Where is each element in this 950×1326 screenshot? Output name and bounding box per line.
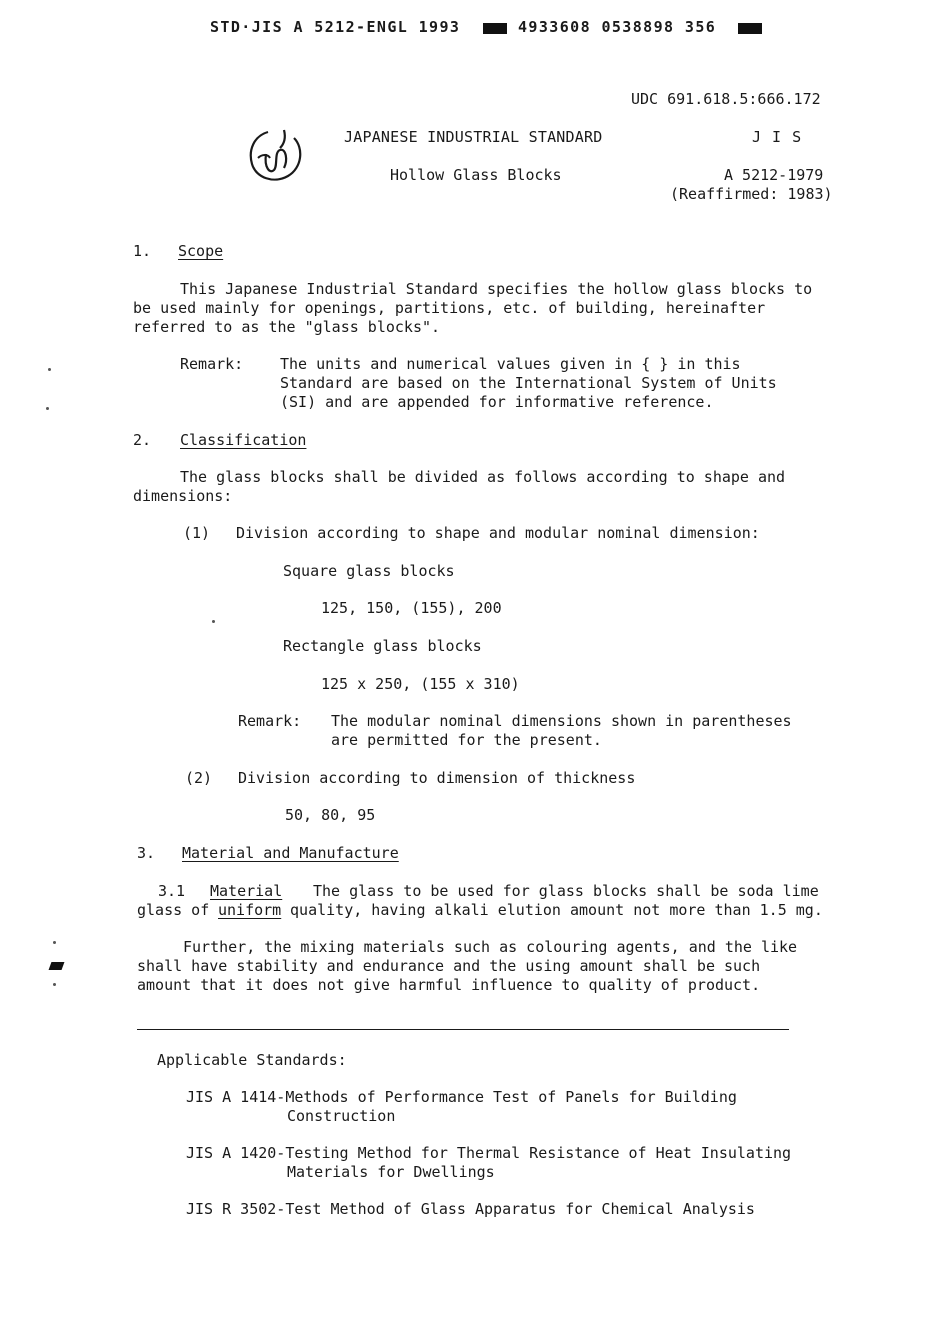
- applicable-standard-item: JIS A 1414-Methods of Performance Test of Panels for Building: [186, 1088, 737, 1106]
- applicable-standard-item-cont: Materials for Dwellings: [287, 1163, 495, 1181]
- jis-logo-icon: [244, 124, 308, 188]
- section-3-paragraph-line: Further, the mixing materials such as colouring agents, and the like: [183, 938, 798, 956]
- scan-speck: [48, 368, 51, 371]
- subsection-3-1-line-start: glass of: [137, 901, 219, 919]
- scan-speck: [53, 941, 56, 944]
- section-1-line: be used mainly for openings, partitions, etc. of building, hereinafter: [133, 299, 766, 317]
- section-1-line: referred to as the "glass blocks".: [133, 318, 441, 336]
- division-1-text: Division according to shape and modular nominal dimension:: [236, 524, 760, 542]
- rectangle-blocks-values: 125 x 250, (155 x 310): [321, 675, 520, 693]
- scan-speck: [212, 620, 215, 623]
- section-1-line: This Japanese Industrial Standard specifies the hollow glass blocks to: [180, 280, 813, 298]
- applicable-standards-heading: Applicable Standards:: [157, 1051, 347, 1069]
- section-2-line: dimensions:: [133, 487, 233, 505]
- section-1-remark-line: The units and numerical values given in { } in this: [280, 355, 741, 373]
- scan-speck: [46, 407, 49, 410]
- square-blocks-label: Square glass blocks: [283, 562, 455, 580]
- applicable-standard-item: JIS R 3502-Test Method of Glass Apparatus for Chemical Analysis: [186, 1200, 755, 1218]
- jis-mark: J I S: [752, 128, 803, 146]
- subsection-3-1-number: 3.1: [158, 882, 186, 900]
- section-2-remark-line: are permitted for the present.: [331, 731, 602, 749]
- header-barcode: 4933608 0538898 356: [518, 18, 717, 36]
- scan-speck: [53, 983, 56, 986]
- section-1-title: Scope: [178, 242, 224, 260]
- section-3-number: 3.: [137, 844, 156, 862]
- thickness-values: 50, 80, 95: [285, 806, 376, 824]
- section-1-number: 1.: [133, 242, 152, 260]
- section-2-remark-label: Remark:: [238, 712, 302, 730]
- applicable-standard-item: JIS A 1420-Testing Method for Thermal Resistance of Heat Insulating: [186, 1144, 792, 1162]
- division-1-number: (1): [183, 524, 211, 542]
- section-3-paragraph-line: shall have stability and endurance and the using amount shall be such: [137, 957, 761, 975]
- subsection-3-1-line-end: quality, having alkali elution amount not more than 1.5 mg.: [281, 901, 823, 919]
- division-2-number: (2): [185, 769, 213, 787]
- doc-number: A 5212-1979: [724, 166, 824, 184]
- doc-title: Hollow Glass Blocks: [390, 166, 562, 184]
- header-code: STD·JIS A 5212-ENGL 1993: [210, 18, 461, 36]
- section-3-paragraph-line: amount that it does not give harmful influence to quality of product.: [137, 976, 761, 994]
- standard-label: JAPANESE INDUSTRIAL STANDARD: [344, 128, 603, 146]
- reaffirmed-note: (Reaffirmed: 1983): [670, 185, 833, 203]
- section-2-title: Classification: [180, 431, 307, 449]
- udc-code: UDC 691.618.5:666.172: [631, 90, 821, 108]
- subsection-3-1-title: Material: [210, 882, 283, 900]
- subsection-3-1-uniform: uniform: [218, 901, 282, 919]
- section-1-remark-label: Remark:: [180, 355, 244, 373]
- header-block-mark: [483, 23, 507, 34]
- section-3-title: Material and Manufacture: [182, 844, 399, 862]
- header-block-mark: [738, 23, 762, 34]
- section-2-number: 2.: [133, 431, 152, 449]
- section-1-remark-line: Standard are based on the International System of Units: [280, 374, 777, 392]
- footnote-divider: [137, 1029, 789, 1030]
- rectangle-blocks-label: Rectangle glass blocks: [283, 637, 482, 655]
- square-blocks-values: 125, 150, (155), 200: [321, 599, 502, 617]
- section-1-remark-line: (SI) and are appended for informative reference.: [280, 393, 714, 411]
- scan-mark: [49, 962, 65, 970]
- section-2-line: The glass blocks shall be divided as follows according to shape and: [180, 468, 786, 486]
- applicable-standard-item-cont: Construction: [287, 1107, 396, 1125]
- section-2-remark-line: The modular nominal dimensions shown in parentheses: [331, 712, 792, 730]
- division-2-text: Division according to dimension of thickness: [238, 769, 636, 787]
- subsection-3-1-line: The glass to be used for glass blocks shall be soda lime: [313, 882, 819, 900]
